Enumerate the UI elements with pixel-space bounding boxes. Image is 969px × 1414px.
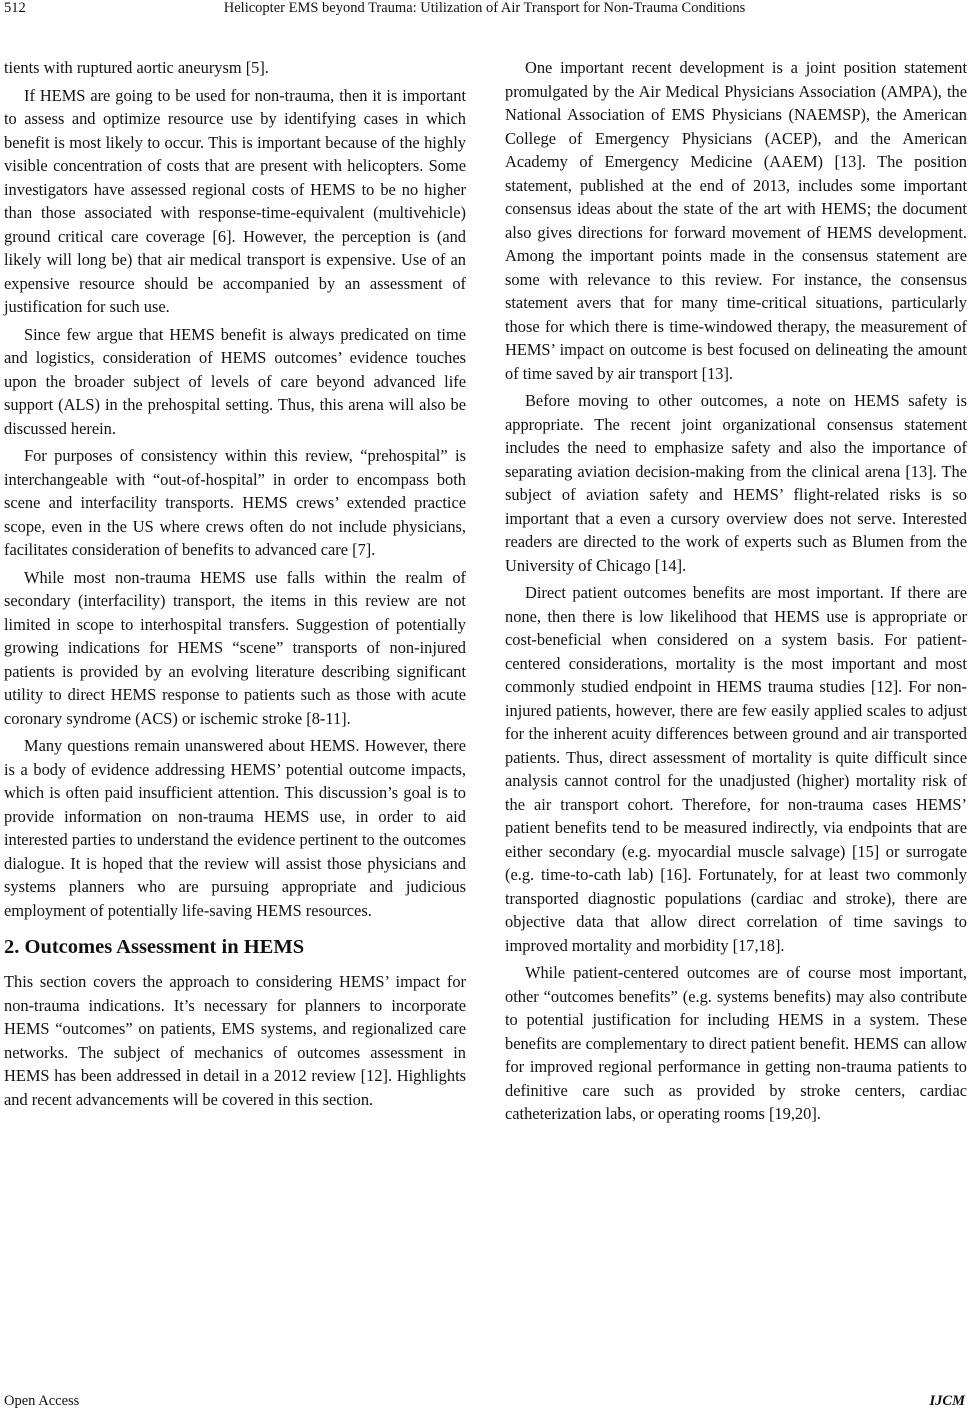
- running-title: Helicopter EMS beyond Trauma: Utilization of Air Transport for Non-Trauma Conditions: [223, 0, 746, 16]
- paragraph: While patient-centered outcomes are of course most important, other “outcomes benefits” (e.g. systems benefits) may also contribute to potential justification for including HEMS in a system. These benefits are complementary to direct patient benefit. HEMS can allow for improved regional performance in getting non-trauma patients to definitive care such as provided by stroke centers, cardiac catheterization labs, or operating rooms [19,20].: [505, 963, 967, 1123]
- paragraph: If HEMS are going to be used for non-trauma, then it is important to assess and optimize resource use by identifying cases in which benefit is most likely to occur. This is important because of the highly visible concentration of costs that are present with helicopters. Some investigators have assessed regional costs of HEMS to be no higher than those associated with response-time-equivalent (multivehicle) ground critical care coverage [6]. However, the perception is (and likely will long be) that air medical transport is expensive. Use of an expensive resource should be accompanied by an assessment of justification for such use.: [4, 85, 466, 316]
- page-header: [0, 0, 969, 24]
- paragraph: Since few argue that HEMS benefit is always predicated on time and logistics, consideration of HEMS outcomes’ evidence touches upon the broader subject of levels of care beyond advanced life support (ALS) in the prehospital setting. Thus, this arena will also be discussed herein.: [4, 324, 466, 438]
- paragraph: Before moving to other outcomes, a note on HEMS safety is appropriate. The recent joint organizational consensus statement includes the need to emphasize safety and also the importance of separating aviation decision-making from the clinical arena [13]. The subject of aviation safety and HEMS’ flight-related risks is so important that a even a cursory overview does not serve. Interested readers are directed to the work of experts such as Blumen from the University of Chicago [14].: [505, 391, 967, 575]
- open-access-label: Open Access: [4, 1393, 80, 1409]
- paragraph: For purposes of consistency within this review, “prehospital” is interchangeable with “out-of-hospital” in order to encompass both scene and interfacility transports. HEMS crews’ extended practice scope, even in the US where crews often do not include physicians, facilitates consideration of benefits to advanced care [7].: [4, 446, 466, 559]
- paragraph: While most non-trauma HEMS use falls within the realm of secondary (interfacility) transport, the items in this review are not limited in scope to interhospital transfers. Suggestion of potentially growing indications for HEMS “scene” transports of non-injured patients is provided by an evolving literature describing significant utility to direct HEMS response to patients such as those with acute coronary syndrome (ACS) or ischemic stroke [8-11].: [4, 567, 466, 728]
- section-heading: 2. Outcomes Assessment in HEMS: [4, 936, 305, 958]
- journal-name: IJCM: [929, 1393, 965, 1409]
- left-column: [4, 56, 466, 1115]
- paragraph: Many questions remain unanswered about HEMS. However, there is a body of evidence addressing HEMS’ potential outcome impacts, which is often paid insufficient attention. This discussion’s goal is to provide information on non-trauma HEMS use, in order to aid interested parties to understand the evidence pertinent to the outcomes dialogue. It is hoped that the review will assist those physicians and systems planners who are pursuing appropriate and judicious employment of potentially life-saving HEMS resources.: [4, 736, 466, 920]
- paragraph: Direct patient outcomes benefits are most important. If there are none, then there is low likelihood that HEMS use is appropriate or cost-beneficial when considered on a system basis. For patient-centered considerations, mortality is the most important and most commonly studied endpoint in HEMS trauma studies [12]. For non-injured patients, however, there are few easily applied scales to adjust for the inherent acuity differences between ground and air transported patients. Thus, direct assessment of mortality is quite difficult since analysis cannot control for the unadjusted (higher) mortality risk of the air transport cohort. Therefore, for non-trauma cases HEMS’ patient benefits tend to be measured indirectly, via endpoints that are either secondary (e.g. myocardial muscle salvage) [15] or surrogate (e.g. time-to-cath lab) [16]. Fortunately, for at least two commonly transported diagnostic populations (cardiac and stroke), there are objective data that allow direct correlation of time savings to improved mortality and morbidity [17,18].: [505, 583, 967, 955]
- right-column: [505, 56, 967, 1130]
- paragraph: This section covers the approach to considering HEMS’ impact for non-trauma indications. It’s necessary for planners to incorporate HEMS “outcomes” on patients, EMS systems, and regionalized care networks. The subject of mechanics of outcomes assessment in HEMS has been addressed in detail in a 2012 review [12]. Highlights and recent advancements will be covered in this section.: [4, 972, 466, 1109]
- page-number: 512: [4, 0, 26, 16]
- page-footer: [0, 1393, 969, 1413]
- paragraph: One important recent development is a joint position statement promulgated by the Air Medical Physicians Association (AMPA), the National Association of EMS Physicians (NAEMSP), the American College of Emergency Physicians (ACEP), and the American Academy of Emergency Medicine (AAEM) [13]. The position statement, published at the end of 2013, includes some important consensus ideas about the state of the art with HEMS; the document also gives directions for forward movement of HEMS development. Among the important points made in the consensus statement are some with relevance to this review. For instance, the consensus statement avers that for many time-critical situations, particularly those for which there is time-windowed therapy, the measurement of HEMS’ impact on outcome is best focused on delineating the amount of time saved by air transport [13].: [505, 58, 967, 383]
- paragraph: tients with ruptured aortic aneurysm [5].: [4, 58, 269, 77]
